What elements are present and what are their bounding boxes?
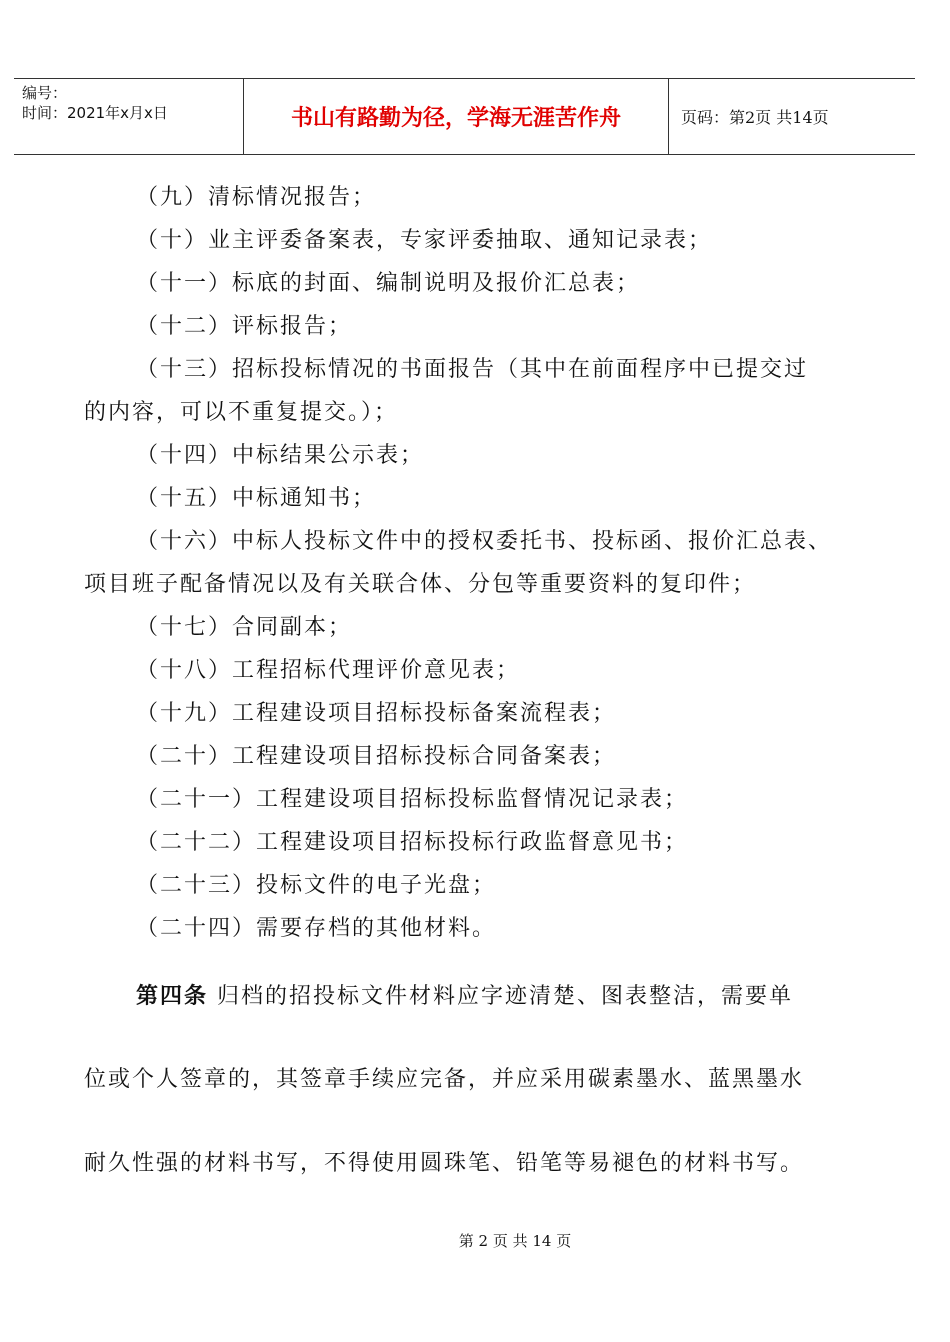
- page-header: [14, 78, 915, 155]
- list-item: （十九）工程建设项目招标投标备案流程表；: [136, 701, 617, 726]
- serial-number-label: 编号：: [22, 84, 68, 102]
- list-item: （十四）中标结果公示表；: [136, 443, 425, 468]
- list-item-continuation: 的内容，可以不重复提交。）；: [84, 400, 399, 425]
- list-item: （二十三）投标文件的电子光盘；: [136, 873, 497, 898]
- article-four: [84, 972, 864, 1224]
- list-item: （二十四）需要存档的其他材料。: [136, 916, 497, 941]
- list-item: （十二）评标报告；: [136, 314, 353, 339]
- header-motto: 书山有路勤为径，学海无涯苦作舟: [244, 79, 669, 154]
- article-line-1: [84, 972, 864, 1056]
- header-page-number: 页码：第2页 共14页: [681, 108, 829, 127]
- list-item-continuation: 项目班子配备情况以及有关联合体、分包等重要资料的复印件；: [84, 572, 757, 597]
- header-meta: [14, 79, 244, 154]
- list-item: （十六）中标人投标文件中的授权委托书、投标函、报价汇总表、: [136, 529, 833, 554]
- list-item: （十五）中标通知书；: [136, 486, 377, 511]
- article-text-1: 归档的招投标文件材料应字迹清楚、图表整洁，需要单: [208, 984, 794, 1009]
- list-item: （二十）工程建设项目招标投标合同备案表；: [136, 744, 617, 769]
- list-item: （十三）招标投标情况的书面报告（其中在前面程序中已提交过: [136, 357, 809, 382]
- document-body: [84, 176, 864, 950]
- list-item: （十）业主评委备案表，专家评委抽取、通知记录表；: [136, 228, 713, 253]
- article-line-3: 耐久性强的材料书写，不得使用圆珠笔、铅笔等易褪色的材料书写。: [84, 1151, 805, 1176]
- list-item: （二十一）工程建设项目招标投标监督情况记录表；: [136, 787, 689, 812]
- list-item: （十一）标底的封面、编制说明及报价汇总表；: [136, 271, 641, 296]
- page-footer: 第 2 页 共 14 页: [458, 1232, 572, 1250]
- article-heading: 第四条: [136, 983, 209, 1009]
- list-item: （十七）合同副本；: [136, 615, 353, 640]
- list-item: （九）清标情况报告；: [136, 185, 377, 210]
- date-label: 时间：2021年x月x日: [22, 104, 168, 122]
- article-line-2: 位或个人签章的，其签章手续应完备，并应采用碳素墨水、蓝黑墨水: [84, 1067, 805, 1092]
- list-item: （二十二）工程建设项目招标投标行政监督意见书；: [136, 830, 689, 855]
- list-item: （十八）工程招标代理评价意见表；: [136, 658, 521, 683]
